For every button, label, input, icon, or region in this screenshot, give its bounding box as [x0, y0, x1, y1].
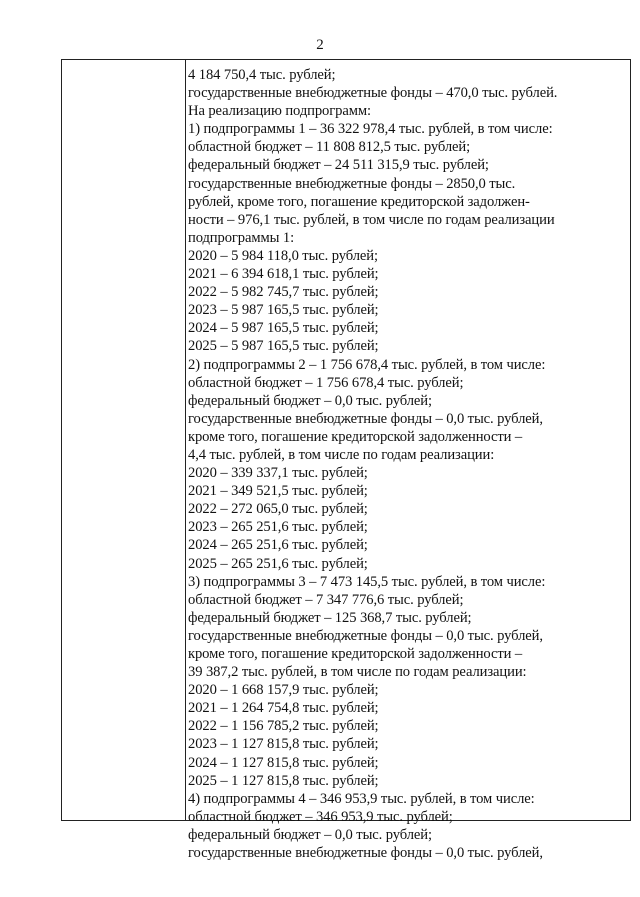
funding-text-line: 2025 – 1 127 815,8 тыс. рублей; — [188, 772, 379, 789]
funding-text-line: 1) подпрограммы 1 – 36 322 978,4 тыс. рублей, в том числе: — [188, 121, 553, 138]
funding-text-line: 2020 – 1 668 157,9 тыс. рублей; — [188, 682, 379, 699]
funding-text-line: 2024 – 5 987 165,5 тыс. рублей; — [188, 320, 379, 337]
page-number: 2 — [316, 37, 324, 53]
funding-text-line: 2021 – 349 521,5 тыс. рублей; — [188, 483, 368, 500]
funding-text-line: 2025 – 265 251,6 тыс. рублей; — [188, 555, 368, 572]
funding-text-line: областной бюджет – 7 347 776,6 тыс. рублей; — [188, 591, 464, 608]
funding-text-line: областной бюджет – 11 808 812,5 тыс. рублей; — [188, 139, 471, 156]
funding-text-line: На реализацию подпрограмм: — [188, 103, 371, 120]
funding-text-line: 3) подпрограммы 3 – 7 473 145,5 тыс. рублей, в том числе: — [188, 573, 546, 590]
funding-text-line: государственные внебюджетные фонды – 0,0 тыс. рублей, — [188, 845, 543, 862]
funding-text-line: 2022 – 1 156 785,2 тыс. рублей; — [188, 718, 379, 735]
funding-text-line: государственные внебюджетные фонды – 0,0 тыс. рублей, — [188, 627, 543, 644]
funding-text-line: федеральный бюджет – 125 368,7 тыс. рублей; — [188, 609, 472, 626]
funding-text-line: 2022 – 5 982 745,7 тыс. рублей; — [188, 284, 379, 301]
funding-text-line: 2024 – 1 127 815,8 тыс. рублей; — [188, 754, 379, 771]
funding-text-line: 2023 – 1 127 815,8 тыс. рублей; — [188, 736, 379, 753]
column-divider — [185, 60, 186, 820]
funding-text-line: подпрограммы 1: — [188, 229, 295, 246]
funding-text-line: 2020 – 339 337,1 тыс. рублей; — [188, 465, 368, 482]
funding-text-line: областной бюджет – 346 953,9 тыс. рублей; — [188, 808, 453, 825]
funding-text-line: рублей, кроме того, погашение кредиторской задолжен- — [188, 193, 530, 210]
funding-text-line: 2022 – 272 065,0 тыс. рублей; — [188, 501, 368, 518]
funding-text-line: 2021 – 6 394 618,1 тыс. рублей; — [188, 266, 379, 283]
funding-text-line: федеральный бюджет – 0,0 тыс. рублей; — [188, 826, 432, 843]
funding-text-line: 2025 – 5 987 165,5 тыс. рублей; — [188, 338, 379, 355]
table-left-cell — [62, 60, 185, 820]
funding-table — [61, 59, 631, 862]
funding-text-line: федеральный бюджет – 24 511 315,9 тыс. рублей; — [188, 157, 489, 174]
funding-text-line: 2023 – 5 987 165,5 тыс. рублей; — [188, 302, 379, 319]
funding-text-line: государственные внебюджетные фонды – 470,0 тыс. рублей. — [188, 85, 558, 102]
funding-text-line: кроме того, погашение кредиторской задолженности – — [188, 428, 523, 445]
table-right-cell — [188, 66, 628, 862]
funding-text-line: 2021 – 1 264 754,8 тыс. рублей; — [188, 700, 379, 717]
funding-text-line: областной бюджет – 1 756 678,4 тыс. рублей; — [188, 374, 464, 391]
funding-text-line: 39 387,2 тыс. рублей, в том числе по годам реализации: — [188, 664, 527, 681]
funding-text-line: федеральный бюджет – 0,0 тыс. рублей; — [188, 392, 432, 409]
funding-text-line: 4) подпрограммы 4 – 346 953,9 тыс. рублей, в том числе: — [188, 790, 535, 807]
funding-text-line: 2020 – 5 984 118,0 тыс. рублей; — [188, 247, 378, 264]
funding-text-line: 2023 – 265 251,6 тыс. рублей; — [188, 519, 368, 536]
funding-text-line: кроме того, погашение кредиторской задолженности – — [188, 646, 523, 662]
funding-text-line: государственные внебюджетные фонды – 0,0 тыс. рублей, — [188, 410, 543, 427]
funding-text-line: государственные внебюджетные фонды – 2850,0 тыс. — [188, 175, 516, 192]
funding-text-line: 4,4 тыс. рублей, в том числе по годам реализации: — [188, 446, 495, 463]
funding-text-line: 2) подпрограммы 2 – 1 756 678,4 тыс. рублей, в том числе: — [188, 356, 546, 373]
funding-text-line: ности – 976,1 тыс. рублей, в том числе по годам реализации — [188, 211, 555, 228]
funding-text-line: 4 184 750,4 тыс. рублей; — [188, 67, 336, 83]
funding-text-line: 2024 – 265 251,6 тыс. рублей; — [188, 537, 368, 554]
